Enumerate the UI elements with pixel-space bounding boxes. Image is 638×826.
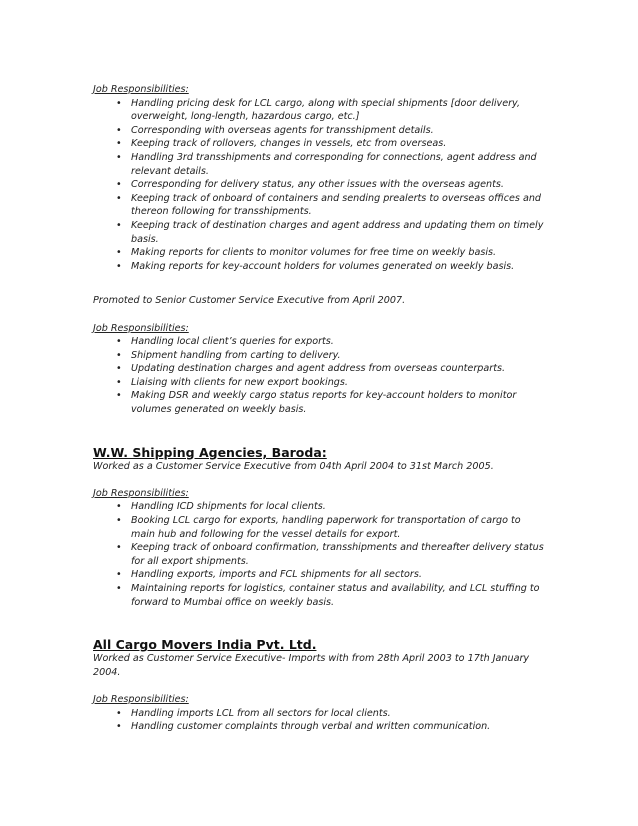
bullet: •	[116, 336, 122, 348]
list-item: • Shipment handling from carting to delivery.	[116, 349, 341, 361]
list-item: • Keeping track of onboard confirmation, transshipments and thereafter delivery status for all export shipments.	[116, 542, 544, 567]
list-item: • Making reports for clients to monitor volumes for free time on weekly basis.	[116, 247, 497, 259]
list-item: • Handling customer complaints through verbal and written communication.	[116, 721, 491, 733]
list-item: • Corresponding for delivery status, any other issues with the overseas agents.	[116, 179, 504, 191]
list-item: • Making reports for key-account holders for volumes generated on weekly basis.	[116, 260, 515, 272]
bullet: •	[116, 707, 122, 719]
bullet: •	[116, 542, 122, 554]
company-heading: W.W. Shipping Agencies, Baroda:	[93, 444, 327, 460]
tenure-text: Worked as Customer Service Executive- Imports with from 28th April 2003 to 17th January 2004.	[93, 653, 530, 678]
company3-list	[93, 707, 545, 734]
list-item: • Handling ICD shipments for local clients.	[116, 501, 326, 513]
list-item: • Making DSR and weekly cargo status reports for key-account holders to monitor volumes generated on weekly basis.	[116, 390, 517, 416]
list-item: • Corresponding with overseas agents for transshipment details.	[116, 124, 434, 136]
list-item: • Handling local client’s queries for exports.	[116, 336, 334, 348]
section1-list	[93, 97, 545, 274]
promotion-text: Promoted to Senior Customer Service Executive from April 2007.	[93, 295, 406, 307]
bullet: •	[116, 583, 122, 594]
list-item: • Keeping track of destination charges and agent address and updating them on timely basis.	[116, 219, 544, 245]
company2-list	[93, 500, 545, 609]
tenure-text: Worked as a Customer Service Executive from 04th April 2004 to 31st March 2005.	[93, 460, 494, 472]
bullet: •	[116, 349, 122, 361]
section2-label: Job Responsibilities:	[93, 322, 189, 334]
bullet: •	[116, 376, 122, 388]
bullet: •	[116, 721, 122, 733]
bullet: •	[116, 501, 122, 513]
company2-label: Job Responsibilities:	[93, 487, 189, 499]
list-item: • Handling exports, imports and FCL shipments for all sectors.	[116, 569, 422, 581]
section1-label: Job Responsibilities:	[93, 84, 189, 95]
list-item: • Handling pricing desk for LCL cargo, along with special shipments [door delivery, overweight, long-length, hazardous cargo, etc.]	[116, 97, 521, 123]
bullet: •	[116, 151, 122, 163]
list-item: • Keeping track of onboard of containers and sending prealerts to overseas offices and thereon following for transshipments.	[116, 192, 541, 218]
list-item: • Updating destination charges and agent address from overseas counterparts.	[116, 363, 506, 375]
company3-label: Job Responsibilities:	[93, 693, 189, 705]
bullet: •	[116, 569, 122, 581]
bullet: •	[116, 124, 122, 136]
list-item: • Handling imports LCL from all sectors for local clients.	[116, 707, 391, 719]
section2-list	[93, 335, 545, 417]
bullet: •	[116, 138, 122, 150]
resume-content	[93, 83, 545, 734]
list-item: • Liaising with clients for new export bookings.	[116, 376, 348, 388]
list-item: • Keeping track of rollovers, changes in vessels, etc from overseas.	[116, 138, 447, 150]
bullet: •	[116, 179, 122, 191]
bullet: •	[116, 192, 122, 204]
bullet: •	[116, 247, 122, 259]
list-item: • Maintaining reports for logistics, container status and availability, and LCL stuffing to forward to Mumbai office on weekly basis.	[116, 583, 540, 608]
bullet: •	[116, 515, 122, 527]
bullet: •	[116, 97, 122, 109]
company-heading: All Cargo Movers India Pvt. Ltd.	[93, 637, 317, 653]
bullet: •	[116, 260, 122, 272]
list-item: • Booking LCL cargo for exports, handling paperwork for transportation of cargo to main hub and following for the vessel details for export.	[116, 515, 521, 540]
list-item: • Handling 3rd transshipments and corresponding for connections, agent address and relevant details.	[116, 151, 537, 177]
bullet: •	[116, 390, 122, 402]
bullet: •	[116, 219, 122, 231]
bullet: •	[116, 363, 122, 375]
